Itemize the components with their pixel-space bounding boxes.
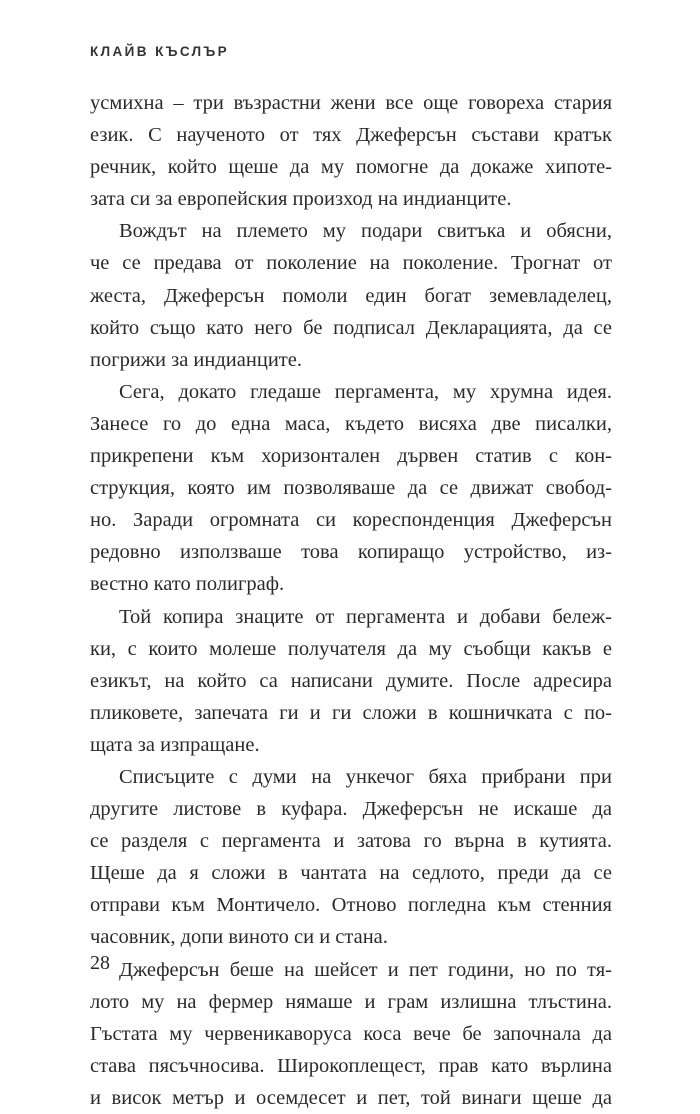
text-line: усмихна – три възрастни жени все още говореха стария — [90, 92, 612, 114]
text-line: Списъците с думи на ункечог бяха прибрани при — [119, 765, 612, 788]
text-line: става пясъчносива. Широкоплещест, прав като върлина — [90, 1054, 612, 1077]
text-line: Вождът на племето му подари свитъка и обясни, — [119, 220, 612, 243]
text-line: часовник, допи виното си и стана. — [90, 926, 388, 949]
text-line: пликовете, запечата ги и ги сложи в кошничката с по- — [90, 701, 612, 724]
text-line: Той копира знаците от пергамента и добави бележ- — [119, 605, 612, 628]
text-line: отправи към Монтичело. Отново погледна към стенния — [90, 894, 612, 917]
text-line: и висок метър и осемдесет и пет, той винаги щеше да — [90, 1086, 612, 1109]
text-line: щата за изпращане. — [90, 733, 260, 756]
text-line: другите листове в куфара. Джеферсън не искаше да — [90, 798, 612, 821]
text-line: ки, с които молеше получателя да му съобщи какъв е — [90, 637, 612, 660]
text-line: лото му на фермер нямаше и грам излишна тлъстина. — [90, 990, 612, 1013]
text-line: струкция, която им позволяваше да се движат свобод- — [90, 477, 612, 500]
text-line: че се предава от поколение на поколение. Трогнат от — [90, 252, 612, 275]
text-line: Занесе го до една маса, където висяха две писалки, — [90, 412, 612, 435]
text-line: прикрепени към хоризонтален дървен статив с кон- — [90, 445, 612, 468]
text-line: жеста, Джеферсън помоли един богат земевладелец, — [90, 284, 612, 307]
text-line: редовно използваше това копиращо устройство, из- — [90, 541, 612, 564]
page-number: 28 — [90, 952, 110, 974]
text-line: Гъстата му червеникаворуса коса вече бе започнала да — [90, 1022, 612, 1045]
running-head-author: КЛАЙВ КЪСЛЪР — [90, 44, 230, 59]
text-line: Щеше да я сложи в чантата на седлото, преди да се — [90, 862, 612, 885]
text-line: погрижи за индианците. — [90, 348, 302, 371]
text-line: езикът, на който са написани думите. После адресира — [90, 669, 612, 692]
text-line: Сега, докато гледаше пергамента, му хрумна идея. — [119, 380, 612, 403]
text-line: Джеферсън беше на шейсет и пет години, но по тя- — [119, 958, 612, 981]
body-text — [90, 87, 612, 1114]
text-line: зата си за европейския произход на индианците. — [90, 188, 512, 211]
text-line: се разделя с пергамента и затова го върна в кутията. — [90, 830, 612, 853]
text-line: вестно като полиграф. — [90, 573, 285, 596]
text-line: който също като него бе подписал Декларацията, да се — [90, 316, 612, 339]
text-line: език. С наученото от тях Джеферсън състави кратък — [90, 124, 612, 147]
text-line: речник, който щеше да му помогне да докаже хипоте- — [90, 156, 612, 179]
text-line: но. Заради огромната си кореспонденция Джеферсън — [90, 509, 612, 532]
